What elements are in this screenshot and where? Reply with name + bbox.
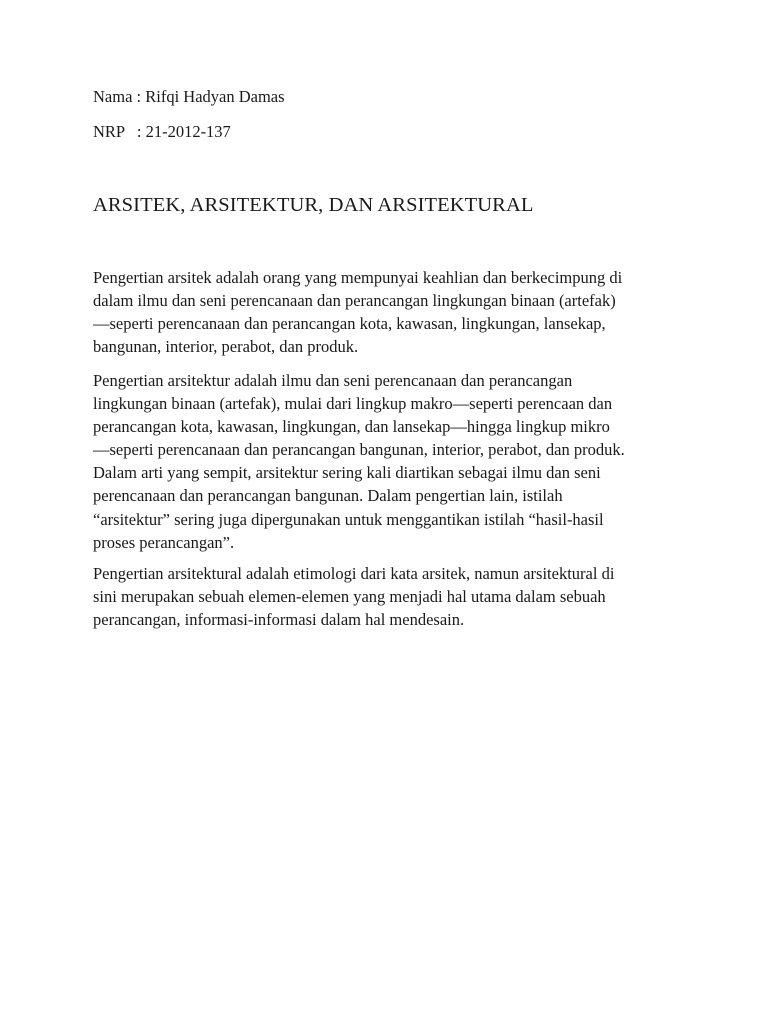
paragraph-line: dalam ilmu dan seni perencanaan dan perancangan lingkungan binaan (artefak) [93,291,616,311]
paragraph-line: Pengertian arsitek adalah orang yang mempunyai keahlian dan berkecimpung di [93,268,623,287]
paragraph-line: “arsitektur” sering juga dipergunakan untuk menggantikan istilah “hasil-hasil [93,509,604,529]
paragraph-arsitektur [93,369,685,554]
paragraph-arsitek [93,266,685,358]
paragraph-line: sini merupakan sebuah elemen-elemen yang menjadi hal utama dalam sebuah [93,587,606,607]
paragraph-line: proses perancangan”. [93,532,235,552]
student-nrp: NRP : 21-2012-137 [93,122,231,141]
paragraph-line: perencanaan dan perancangan bangunan. Dalam pengertian lain, istilah [93,486,563,506]
document-title: ARSITEK, ARSITEKTUR, DAN ARSITEKTURAL [93,194,534,216]
paragraph-line: perancangan, informasi-informasi dalam hal mendesain. [93,610,465,630]
paragraph-arsitektural [93,562,685,631]
paragraph-line: —seperti perencanaan dan perancangan kota, kawasan, lingkungan, lansekap, [93,314,606,334]
paragraph-line: lingkungan binaan (artefak), mulai dari lingkup makro—seperti perencaan dan [93,394,613,414]
paragraph-line: Pengertian arsitektur adalah ilmu dan seni perencanaan dan perancangan [93,371,573,390]
paragraph-line: bangunan, interior, perabot, dan produk. [93,337,359,357]
student-name: Nama : Rifqi Hadyan Damas [93,87,285,106]
paragraph-line: —seperti perencanaan dan perancangan bangunan, interior, perabot, dan produk. [93,440,625,460]
paragraph-line: perancangan kota, kawasan, lingkungan, dan lansekap—hingga lingkup mikro [93,417,610,437]
paragraph-line: Pengertian arsitektural adalah etimologi dari kata arsitek, namun arsitektural di [93,564,615,583]
paragraph-line: Dalam arti yang sempit, arsitektur sering kali diartikan sebagai ilmu dan seni [93,463,601,483]
